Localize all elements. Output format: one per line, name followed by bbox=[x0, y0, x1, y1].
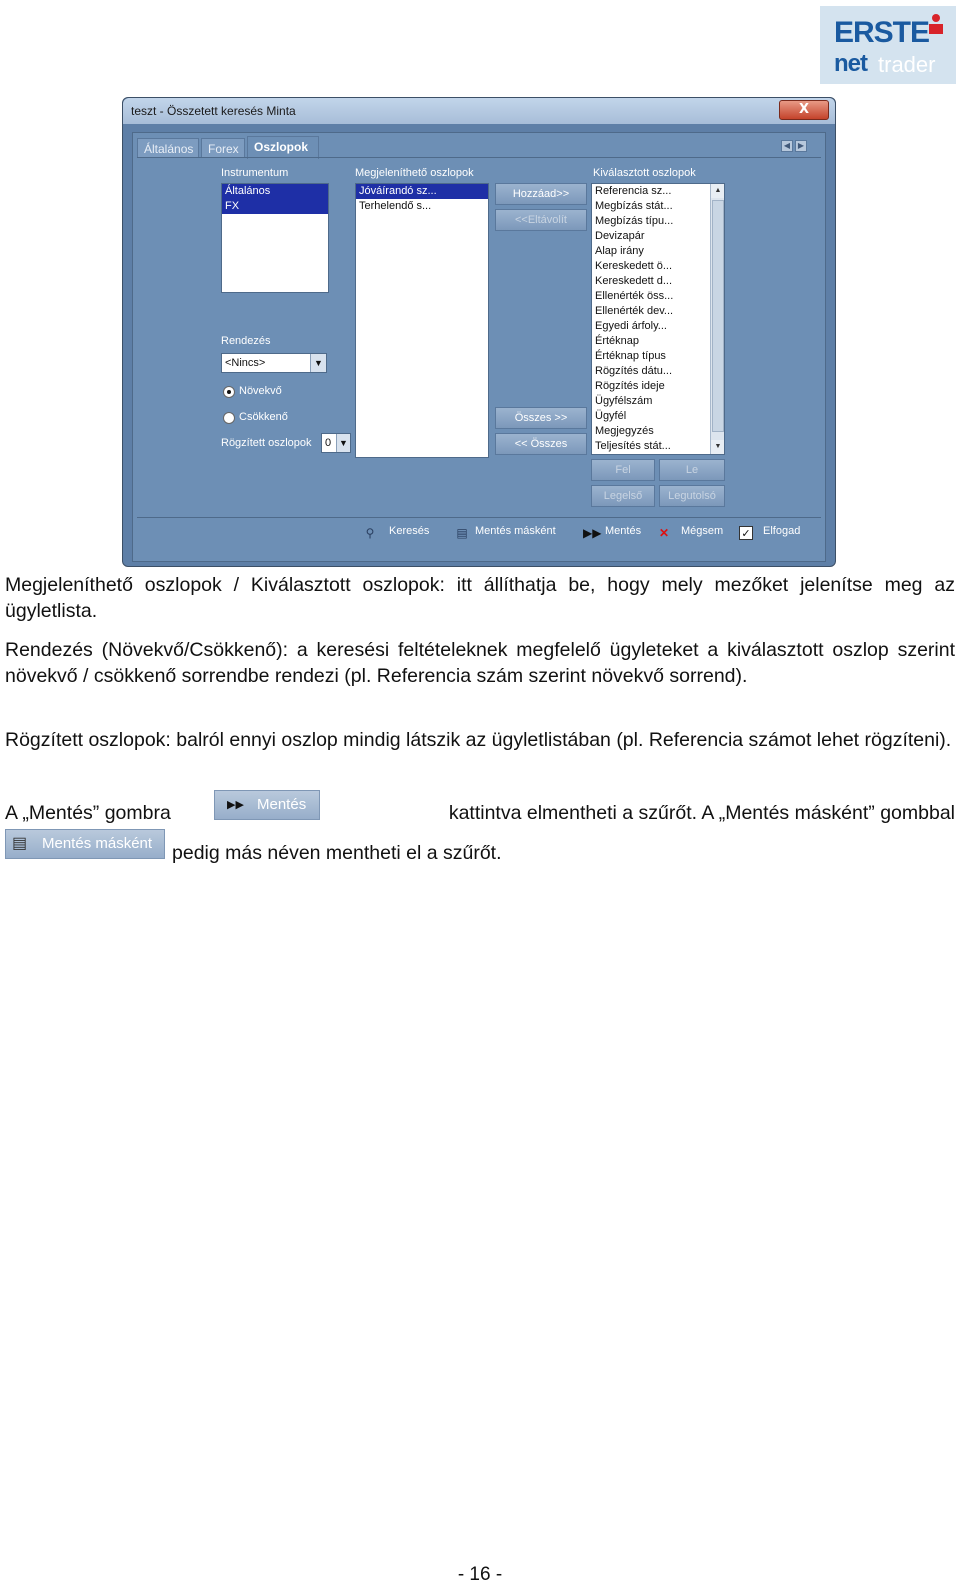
move-last-button[interactable]: Legutolsó bbox=[659, 485, 725, 507]
list-item[interactable]: Rögzítés ideje bbox=[595, 380, 665, 392]
tab-altalanos[interactable]: Általános bbox=[137, 138, 199, 158]
list-item[interactable]: Devizapár bbox=[595, 230, 645, 242]
scroll-down-icon[interactable]: ▼ bbox=[711, 440, 725, 454]
paragraph-sorting: Rendezés (Növekvő/Csökkenő): a keresési feltételeknek megfelelő ügyleteket a kiválasztott oszlop szerint növekvő / csökkenő sorrendbe rendezi (pl. Referencia szám szerint növekvő sorrend). bbox=[5, 639, 955, 687]
erste-nettrader-logo bbox=[820, 6, 956, 84]
accept-button[interactable]: Elfogad bbox=[763, 525, 801, 537]
selected-columns-list[interactable] bbox=[591, 183, 725, 455]
page-number: - 16 - bbox=[457, 1564, 503, 1585]
window-title: teszt - Összetett keresés Minta bbox=[131, 104, 296, 118]
fixed-columns-label: Rögzített oszlopok bbox=[221, 437, 312, 449]
fixed-columns-value: 0 bbox=[325, 437, 332, 449]
list-item[interactable]: Megjegyzés bbox=[595, 425, 654, 437]
list-item[interactable]: Ellenérték dev... bbox=[595, 305, 674, 317]
save-arrows-icon: ▶▶ bbox=[227, 799, 244, 811]
add-button[interactable]: Hozzáad>> bbox=[495, 183, 587, 205]
logo-trader-text: trader bbox=[878, 52, 936, 77]
list-item[interactable]: Értéknap bbox=[595, 335, 640, 347]
save-button[interactable]: Mentés bbox=[605, 525, 642, 537]
save-arrows-icon[interactable]: ▶▶ bbox=[583, 526, 602, 540]
move-first-button[interactable]: Legelső bbox=[591, 485, 655, 507]
paragraph-columns: Megjeleníthető oszlopok / Kiválasztott oszlopok: itt állíthatja be, hogy mely mezőket jelenítse meg az ügyletlista. bbox=[5, 574, 955, 622]
scroll-up-icon[interactable]: ▲ bbox=[711, 184, 725, 198]
list-item[interactable]: FX bbox=[222, 199, 328, 214]
move-down-button[interactable]: Le bbox=[659, 459, 725, 481]
selected-list-scrollbar[interactable] bbox=[710, 184, 724, 454]
cancel-icon[interactable]: ✕ bbox=[658, 526, 670, 540]
chevron-down-icon: ▼ bbox=[310, 354, 326, 372]
move-up-button[interactable]: Fel bbox=[591, 459, 655, 481]
search-icon[interactable]: ⚲ bbox=[365, 526, 375, 540]
scroll-thumb[interactable] bbox=[712, 200, 724, 432]
available-columns-list[interactable] bbox=[355, 183, 489, 458]
list-item[interactable]: Ügyfélszám bbox=[595, 395, 653, 407]
paragraph-save-start: A „Mentés” gombra bbox=[5, 802, 171, 824]
close-button[interactable]: X bbox=[779, 100, 829, 120]
save-as-icon[interactable]: ▤ bbox=[456, 526, 468, 540]
fixed-columns-select[interactable] bbox=[321, 433, 351, 453]
save-button-illustration bbox=[214, 790, 320, 820]
tab-panel-border bbox=[137, 157, 821, 158]
list-item[interactable]: Megbízás stát... bbox=[595, 200, 673, 212]
logo-bank-mark bbox=[928, 12, 944, 48]
list-item[interactable]: Kereskedett ö... bbox=[595, 260, 673, 272]
save-as-button[interactable]: Mentés másként bbox=[475, 525, 556, 537]
list-item[interactable]: Referencia sz... bbox=[595, 185, 672, 197]
instrument-label: Instrumentum bbox=[221, 167, 289, 179]
remove-all-button[interactable]: << Összes bbox=[495, 433, 587, 455]
save-as-icon: ▤ bbox=[12, 835, 28, 852]
descending-label: Csökkenő bbox=[239, 411, 288, 423]
search-button[interactable]: Keresés bbox=[389, 525, 430, 537]
list-item[interactable]: Alap irány bbox=[595, 245, 644, 257]
add-all-button[interactable]: Összes >> bbox=[495, 407, 587, 429]
logo-net-text: net bbox=[834, 50, 867, 77]
list-item[interactable]: Megbízás típu... bbox=[595, 215, 674, 227]
list-item[interactable]: Teljesítés stát... bbox=[595, 440, 671, 452]
tab-forex[interactable]: Forex bbox=[201, 138, 245, 158]
list-item[interactable]: Rögzítés dátu... bbox=[595, 365, 673, 377]
list-item[interactable]: Terhelendő s... bbox=[359, 200, 432, 212]
save-as-illustration-label: Mentés másként bbox=[42, 835, 153, 852]
cancel-button[interactable]: Mégsem bbox=[681, 525, 724, 537]
list-item[interactable]: Ügyfél bbox=[595, 410, 627, 422]
instrument-list[interactable] bbox=[221, 183, 329, 293]
list-item[interactable]: Egyedi árfoly... bbox=[595, 320, 667, 332]
accept-checkbox-icon[interactable]: ✓ bbox=[739, 526, 753, 540]
logo-erste-text: ERSTE bbox=[834, 16, 930, 49]
list-item[interactable]: Értéknap típus bbox=[595, 350, 666, 362]
tab-scroll-right-icon[interactable]: ▶ bbox=[795, 140, 807, 152]
remove-button[interactable]: <<Eltávolít bbox=[495, 209, 587, 231]
radio-ascending[interactable] bbox=[223, 386, 235, 398]
sort-select-value: <Nincs> bbox=[225, 357, 266, 369]
paragraph-save-end: pedig más néven mentheti el a szűrőt. bbox=[172, 842, 502, 864]
sort-select[interactable] bbox=[221, 353, 327, 373]
list-item[interactable]: Ellenérték öss... bbox=[595, 290, 674, 302]
paragraph-fixed-columns: Rögzített oszlopok: balról ennyi oszlop mindig látszik az ügyletlistában (pl. Referencia számot lehet rögzíteni). bbox=[5, 729, 952, 751]
save-as-button-illustration bbox=[5, 829, 165, 859]
ascending-label: Növekvő bbox=[239, 385, 282, 397]
tab-oszlopok[interactable]: Oszlopok bbox=[247, 136, 319, 159]
sort-label: Rendezés bbox=[221, 335, 271, 347]
available-columns-label: Megjeleníthető oszlopok bbox=[355, 167, 474, 179]
window-titlebar bbox=[123, 98, 835, 124]
paragraph-save-middle: kattintva elmentheti a szűrőt. A „Mentés másként” gombbal bbox=[448, 802, 955, 824]
dialog-body bbox=[132, 132, 826, 562]
tab-scroll-left-icon[interactable]: ◀ bbox=[781, 140, 793, 152]
list-item[interactable]: Kereskedett d... bbox=[595, 275, 673, 287]
save-illustration-label: Mentés bbox=[257, 796, 307, 813]
radio-descending[interactable] bbox=[223, 412, 235, 424]
selected-columns-items bbox=[592, 184, 710, 454]
list-item[interactable]: Jóváírandó sz... bbox=[356, 184, 488, 199]
search-dialog-window bbox=[122, 97, 836, 567]
list-item[interactable]: Általános bbox=[222, 184, 328, 199]
selected-columns-label: Kiválasztott oszlopok bbox=[593, 167, 696, 179]
bottom-separator bbox=[137, 517, 821, 518]
chevron-down-icon: ▼ bbox=[336, 434, 350, 452]
